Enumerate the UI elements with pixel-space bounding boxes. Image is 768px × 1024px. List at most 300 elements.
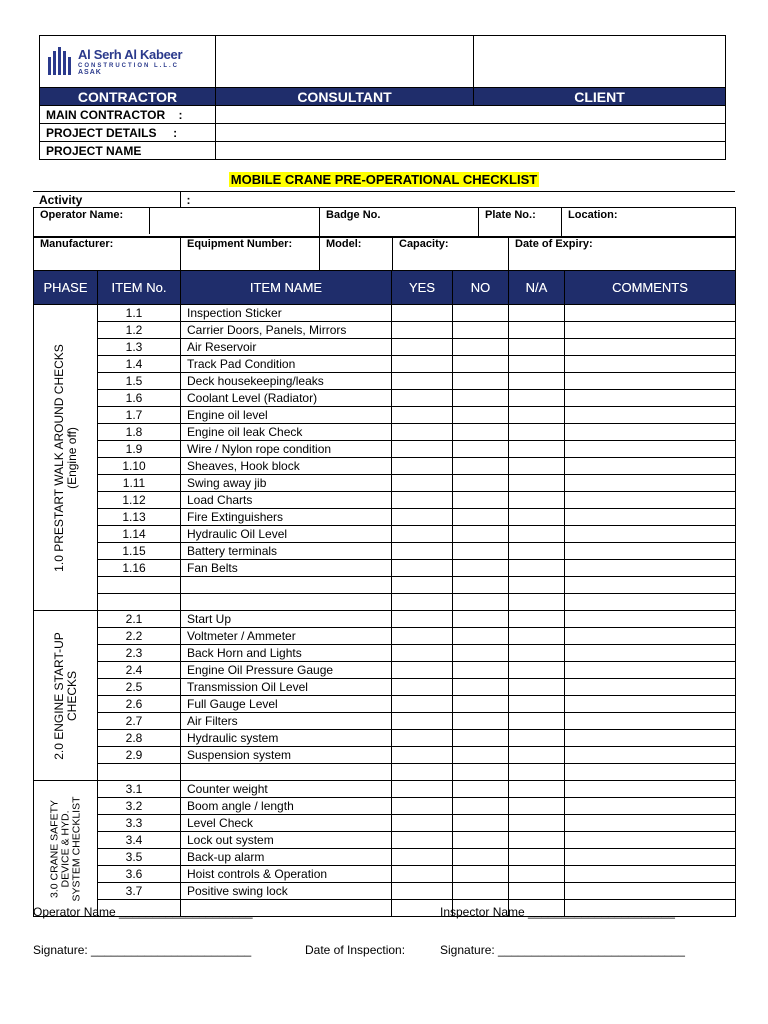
yes-checkbox[interactable] <box>392 730 453 747</box>
checklist-row <box>34 628 736 645</box>
na-checkbox[interactable] <box>509 594 565 611</box>
phase-label-line: 3.0 CRANE SAFETY <box>48 799 60 898</box>
comments-field[interactable] <box>565 560 736 577</box>
item-number: 2.2 <box>98 628 181 645</box>
item-name <box>181 577 392 594</box>
item-name: Engine oil leak Check <box>181 424 392 441</box>
comments-field[interactable] <box>565 730 736 747</box>
col-na: N/A <box>509 271 565 305</box>
yes-checkbox[interactable] <box>392 458 453 475</box>
yes-checkbox[interactable] <box>392 645 453 662</box>
na-checkbox[interactable] <box>509 441 565 458</box>
header-table <box>39 35 726 160</box>
na-checkbox[interactable] <box>509 526 565 543</box>
item-number: 1.9 <box>98 441 181 458</box>
yes-checkbox[interactable] <box>392 390 453 407</box>
company-name: Al Serh Al Kabeer <box>78 46 183 62</box>
item-name: Boom angle / length <box>181 798 392 815</box>
yes-checkbox[interactable] <box>392 492 453 509</box>
yes-checkbox[interactable] <box>392 543 453 560</box>
item-name <box>181 594 392 611</box>
checklist-row <box>34 322 736 339</box>
comments-field[interactable] <box>565 679 736 696</box>
equipment-info-row2 <box>33 236 736 273</box>
no-checkbox[interactable] <box>453 628 509 645</box>
yes-checkbox[interactable] <box>392 356 453 373</box>
inspector-name-signature[interactable]: Inspector Name ______________________ <box>440 905 675 919</box>
item-name: Positive swing lock <box>181 883 392 900</box>
yes-checkbox[interactable] <box>392 560 453 577</box>
yes-checkbox[interactable] <box>392 662 453 679</box>
consultant-logo-cell <box>216 36 474 88</box>
item-name: Coolant Level (Radiator) <box>181 390 392 407</box>
item-name: Deck housekeeping/leaks <box>181 373 392 390</box>
no-checkbox[interactable] <box>453 798 509 815</box>
activity-table <box>33 191 735 208</box>
no-checkbox[interactable] <box>453 764 509 781</box>
checklist-row <box>34 390 736 407</box>
comments-field[interactable] <box>565 883 736 900</box>
na-checkbox[interactable] <box>509 815 565 832</box>
checklist-row <box>34 815 736 832</box>
item-name: Carrier Doors, Panels, Mirrors <box>181 322 392 339</box>
na-checkbox[interactable] <box>509 679 565 696</box>
item-name: Air Reservoir <box>181 339 392 356</box>
no-checkbox[interactable] <box>453 662 509 679</box>
checklist-row <box>34 594 736 611</box>
checklist-row <box>34 611 736 628</box>
na-checkbox[interactable] <box>509 849 565 866</box>
comments-field[interactable] <box>565 577 736 594</box>
item-number: 2.1 <box>98 611 181 628</box>
no-checkbox[interactable] <box>453 475 509 492</box>
item-name: Back Horn and Lights <box>181 645 392 662</box>
item-name: Inspection Sticker <box>181 305 392 322</box>
phase-label <box>49 796 82 901</box>
comments-field[interactable] <box>565 662 736 679</box>
no-checkbox[interactable] <box>453 424 509 441</box>
item-number: 1.14 <box>98 526 181 543</box>
na-checkbox[interactable] <box>509 611 565 628</box>
yes-checkbox[interactable] <box>392 577 453 594</box>
na-checkbox[interactable] <box>509 577 565 594</box>
phase-cell-1 <box>34 305 98 611</box>
checklist-row <box>34 866 736 883</box>
item-name: Fan Belts <box>181 560 392 577</box>
checklist-row <box>34 526 736 543</box>
building-icon <box>46 45 74 79</box>
checklist-row <box>34 679 736 696</box>
checklist-row <box>34 305 736 322</box>
phase-label-line: SYSTEM CHECKLIST <box>70 795 82 902</box>
na-checkbox[interactable] <box>509 373 565 390</box>
company-abbr: ASAK <box>78 68 102 76</box>
capacity-field[interactable]: Capacity: <box>393 237 509 273</box>
no-checkbox[interactable] <box>453 441 509 458</box>
yes-checkbox[interactable] <box>392 883 453 900</box>
checklist-row <box>34 424 736 441</box>
na-checkbox[interactable] <box>509 798 565 815</box>
na-checkbox[interactable] <box>509 645 565 662</box>
logo-cell <box>40 36 216 88</box>
checklist-row <box>34 509 736 526</box>
item-number: 1.3 <box>98 339 181 356</box>
yes-checkbox[interactable] <box>392 611 453 628</box>
comments-field[interactable] <box>565 441 736 458</box>
comments-field[interactable] <box>565 339 736 356</box>
item-number: 1.5 <box>98 373 181 390</box>
no-checkbox[interactable] <box>453 645 509 662</box>
col-phase: PHASE <box>34 271 98 305</box>
item-number: 1.6 <box>98 390 181 407</box>
item-name: Track Pad Condition <box>181 356 392 373</box>
no-checkbox[interactable] <box>453 713 509 730</box>
na-checkbox[interactable] <box>509 356 565 373</box>
comments-field[interactable] <box>565 356 736 373</box>
comments-field[interactable] <box>565 458 736 475</box>
comments-field[interactable] <box>565 849 736 866</box>
comments-field[interactable] <box>565 866 736 883</box>
item-name: Battery terminals <box>181 543 392 560</box>
comments-field[interactable] <box>565 407 736 424</box>
item-number: 1.12 <box>98 492 181 509</box>
comments-field[interactable] <box>565 509 736 526</box>
item-number: 1.15 <box>98 543 181 560</box>
na-checkbox[interactable] <box>509 339 565 356</box>
yes-checkbox[interactable] <box>392 628 453 645</box>
checklist-row <box>34 356 736 373</box>
yes-checkbox[interactable] <box>392 713 453 730</box>
item-name: Suspension system <box>181 747 392 764</box>
checklist-row <box>34 883 736 900</box>
col-yes: YES <box>392 271 453 305</box>
na-checkbox[interactable] <box>509 662 565 679</box>
model-field[interactable]: Model: <box>320 237 393 273</box>
comments-field[interactable] <box>565 390 736 407</box>
item-number: 2.3 <box>98 645 181 662</box>
na-checkbox[interactable] <box>509 407 565 424</box>
yes-checkbox[interactable] <box>392 407 453 424</box>
checklist-row <box>34 849 736 866</box>
no-checkbox[interactable] <box>453 492 509 509</box>
no-checkbox[interactable] <box>453 883 509 900</box>
no-checkbox[interactable] <box>453 815 509 832</box>
no-checkbox[interactable] <box>453 305 509 322</box>
company-logo <box>46 36 209 87</box>
client-heading: CLIENT <box>474 88 726 106</box>
checklist-row <box>34 475 736 492</box>
yes-checkbox[interactable] <box>392 441 453 458</box>
item-number: 2.6 <box>98 696 181 713</box>
comments-field[interactable] <box>565 832 736 849</box>
phase-cell-3 <box>34 781 98 917</box>
checklist-row <box>34 441 736 458</box>
na-checkbox[interactable] <box>509 747 565 764</box>
item-number: 1.11 <box>98 475 181 492</box>
comments-field[interactable] <box>565 424 736 441</box>
comments-field[interactable] <box>565 373 736 390</box>
comments-field[interactable] <box>565 798 736 815</box>
page-title: MOBILE CRANE PRE-OPERATIONAL CHECKLIST <box>230 172 538 187</box>
na-checkbox[interactable] <box>509 543 565 560</box>
manufacturer-field[interactable]: Manufacturer: <box>34 237 181 273</box>
phase-label-line: CHECKS <box>64 670 79 721</box>
comments-field[interactable] <box>565 747 736 764</box>
item-number: 2.7 <box>98 713 181 730</box>
phase-cell-2 <box>34 611 98 781</box>
no-checkbox[interactable] <box>453 611 509 628</box>
phase-label-line: 1.0 PRESTART WALK AROUND CHECKS <box>51 343 66 572</box>
item-name: Transmission Oil Level <box>181 679 392 696</box>
comments-field[interactable] <box>565 475 736 492</box>
yes-checkbox[interactable] <box>392 832 453 849</box>
na-checkbox[interactable] <box>509 832 565 849</box>
na-checkbox[interactable] <box>509 866 565 883</box>
item-name: Counter weight <box>181 781 392 798</box>
item-number: 3.3 <box>98 815 181 832</box>
item-number: 1.10 <box>98 458 181 475</box>
badge-no-field[interactable]: Badge No. <box>320 208 479 238</box>
operator-name-signature[interactable]: Operator Name ____________________ <box>33 905 253 919</box>
col-no: NO <box>453 271 509 305</box>
na-checkbox[interactable] <box>509 509 565 526</box>
item-name: Air Filters <box>181 713 392 730</box>
item-number: 1.7 <box>98 407 181 424</box>
no-checkbox[interactable] <box>453 679 509 696</box>
col-item-name: ITEM NAME <box>181 271 392 305</box>
na-checkbox[interactable] <box>509 628 565 645</box>
main-contractor-value[interactable] <box>216 106 726 124</box>
phase-label <box>53 344 79 572</box>
na-checkbox[interactable] <box>509 322 565 339</box>
page-title-wrap <box>0 171 768 189</box>
comments-field[interactable] <box>565 764 736 781</box>
date-of-inspection-label[interactable]: Date of Inspection: <box>305 943 406 957</box>
no-checkbox[interactable] <box>453 458 509 475</box>
item-number <box>98 577 181 594</box>
comments-field[interactable] <box>565 628 736 645</box>
no-checkbox[interactable] <box>453 560 509 577</box>
na-checkbox[interactable] <box>509 390 565 407</box>
item-number: 2.8 <box>98 730 181 747</box>
comments-field[interactable] <box>565 594 736 611</box>
no-checkbox[interactable] <box>453 407 509 424</box>
na-checkbox[interactable] <box>509 458 565 475</box>
project-details-label: PROJECT DETAILS : <box>40 124 216 142</box>
phase-label-line: (Engine off) <box>64 426 79 489</box>
yes-checkbox[interactable] <box>392 322 453 339</box>
checklist-row <box>34 781 736 798</box>
yes-checkbox[interactable] <box>392 509 453 526</box>
no-checkbox[interactable] <box>453 696 509 713</box>
location-field[interactable]: Location: <box>562 208 736 238</box>
col-comments: COMMENTS <box>565 271 736 305</box>
no-checkbox[interactable] <box>453 832 509 849</box>
checklist-row <box>34 543 736 560</box>
na-checkbox[interactable] <box>509 713 565 730</box>
no-checkbox[interactable] <box>453 730 509 747</box>
item-name: Voltmeter / Ammeter <box>181 628 392 645</box>
na-checkbox[interactable] <box>509 424 565 441</box>
phase-label-line: DEVICE & HYD. <box>59 809 71 888</box>
no-checkbox[interactable] <box>453 356 509 373</box>
item-name: Hoist controls & Operation <box>181 866 392 883</box>
item-number: 1.1 <box>98 305 181 322</box>
no-checkbox[interactable] <box>453 322 509 339</box>
comments-field[interactable] <box>565 305 736 322</box>
item-number: 2.9 <box>98 747 181 764</box>
yes-checkbox[interactable] <box>392 526 453 543</box>
item-name: Start Up <box>181 611 392 628</box>
item-number <box>98 594 181 611</box>
item-number: 3.2 <box>98 798 181 815</box>
item-number: 3.7 <box>98 883 181 900</box>
comments-field[interactable] <box>565 815 736 832</box>
na-checkbox[interactable] <box>509 883 565 900</box>
checklist-table <box>33 270 736 917</box>
yes-checkbox[interactable] <box>392 696 453 713</box>
yes-checkbox[interactable] <box>392 339 453 356</box>
yes-checkbox[interactable] <box>392 866 453 883</box>
yes-checkbox[interactable] <box>392 679 453 696</box>
checklist-row <box>34 339 736 356</box>
na-checkbox[interactable] <box>509 781 565 798</box>
item-name: Engine Oil Pressure Gauge <box>181 662 392 679</box>
item-number: 1.13 <box>98 509 181 526</box>
comments-field[interactable] <box>565 611 736 628</box>
checklist-row <box>34 458 736 475</box>
checklist-row <box>34 696 736 713</box>
checklist-row <box>34 798 736 815</box>
no-checkbox[interactable] <box>453 577 509 594</box>
client-logo-cell <box>474 36 726 88</box>
project-name-value[interactable] <box>216 142 726 160</box>
yes-checkbox[interactable] <box>392 475 453 492</box>
item-name <box>181 764 392 781</box>
no-checkbox[interactable] <box>453 543 509 560</box>
no-checkbox[interactable] <box>453 373 509 390</box>
no-checkbox[interactable] <box>453 849 509 866</box>
item-name: Full Gauge Level <box>181 696 392 713</box>
item-number: 1.16 <box>98 560 181 577</box>
yes-checkbox[interactable] <box>392 747 453 764</box>
checklist-row <box>34 730 736 747</box>
plate-no-field[interactable]: Plate No.: <box>479 208 562 238</box>
yes-checkbox[interactable] <box>392 424 453 441</box>
activity-label: Activity <box>33 192 180 209</box>
item-name: Swing away jib <box>181 475 392 492</box>
equipment-info-table <box>33 207 736 238</box>
main-contractor-label: MAIN CONTRACTOR : <box>40 106 216 124</box>
item-name: Wire / Nylon rope condition <box>181 441 392 458</box>
no-checkbox[interactable] <box>453 339 509 356</box>
item-name: Back-up alarm <box>181 849 392 866</box>
na-checkbox[interactable] <box>509 560 565 577</box>
item-number <box>98 764 181 781</box>
no-checkbox[interactable] <box>453 747 509 764</box>
checklist-row <box>34 373 736 390</box>
item-number: 1.4 <box>98 356 181 373</box>
yes-checkbox[interactable] <box>392 764 453 781</box>
na-checkbox[interactable] <box>509 475 565 492</box>
phase-label <box>53 632 79 760</box>
project-details-value[interactable] <box>216 124 726 142</box>
checklist-row <box>34 645 736 662</box>
item-number: 3.4 <box>98 832 181 849</box>
item-name: Hydraulic system <box>181 730 392 747</box>
comments-field[interactable] <box>565 322 736 339</box>
na-checkbox[interactable] <box>509 305 565 322</box>
activity-value[interactable]: : <box>180 192 735 209</box>
item-name: Hydraulic Oil Level <box>181 526 392 543</box>
checklist-row <box>34 407 736 424</box>
item-number: 3.5 <box>98 849 181 866</box>
no-checkbox[interactable] <box>453 509 509 526</box>
comments-field[interactable] <box>565 645 736 662</box>
comments-field[interactable] <box>565 713 736 730</box>
no-checkbox[interactable] <box>453 390 509 407</box>
item-name: Engine oil level <box>181 407 392 424</box>
consultant-heading: CONSULTANT <box>216 88 474 106</box>
item-number: 3.1 <box>98 781 181 798</box>
comments-field[interactable] <box>565 543 736 560</box>
yes-checkbox[interactable] <box>392 798 453 815</box>
item-number: 1.2 <box>98 322 181 339</box>
item-name: Level Check <box>181 815 392 832</box>
comments-field[interactable] <box>565 492 736 509</box>
checklist-row <box>34 662 736 679</box>
yes-checkbox[interactable] <box>392 373 453 390</box>
equipment-number-field[interactable]: Equipment Number: <box>181 237 320 273</box>
comments-field[interactable] <box>565 696 736 713</box>
yes-checkbox[interactable] <box>392 305 453 322</box>
yes-checkbox[interactable] <box>392 815 453 832</box>
operator-name-field[interactable]: Operator Name: <box>34 208 320 238</box>
checklist-row <box>34 764 736 781</box>
no-checkbox[interactable] <box>453 526 509 543</box>
item-name: Load Charts <box>181 492 392 509</box>
item-number: 2.5 <box>98 679 181 696</box>
na-checkbox[interactable] <box>509 730 565 747</box>
inspector-signature-line[interactable]: Signature: ____________________________ <box>440 943 685 957</box>
phase-label-line: 2.0 ENGINE START-UP <box>51 631 66 760</box>
checklist-row <box>34 747 736 764</box>
item-number: 1.8 <box>98 424 181 441</box>
yes-checkbox[interactable] <box>392 849 453 866</box>
no-checkbox[interactable] <box>453 781 509 798</box>
na-checkbox[interactable] <box>509 696 565 713</box>
checklist-body <box>34 305 736 917</box>
comments-field[interactable] <box>565 781 736 798</box>
item-name: Fire Extinguishers <box>181 509 392 526</box>
checklist-row <box>34 577 736 594</box>
checklist-row <box>34 713 736 730</box>
no-checkbox[interactable] <box>453 594 509 611</box>
project-name-label: PROJECT NAME <box>40 142 216 160</box>
yes-checkbox[interactable] <box>392 781 453 798</box>
comments-field[interactable] <box>565 526 736 543</box>
yes-checkbox[interactable] <box>392 594 453 611</box>
na-checkbox[interactable] <box>509 764 565 781</box>
checklist-row <box>34 492 736 509</box>
na-checkbox[interactable] <box>509 492 565 509</box>
operator-signature-line[interactable]: Signature: ________________________ <box>33 943 252 957</box>
col-item-no: ITEM No. <box>98 271 181 305</box>
company-sub: CONSTRUCTION L.L.C <box>78 62 179 69</box>
checklist-row <box>34 560 736 577</box>
no-checkbox[interactable] <box>453 866 509 883</box>
date-of-expiry-field[interactable]: Date of Expiry: <box>509 237 736 273</box>
